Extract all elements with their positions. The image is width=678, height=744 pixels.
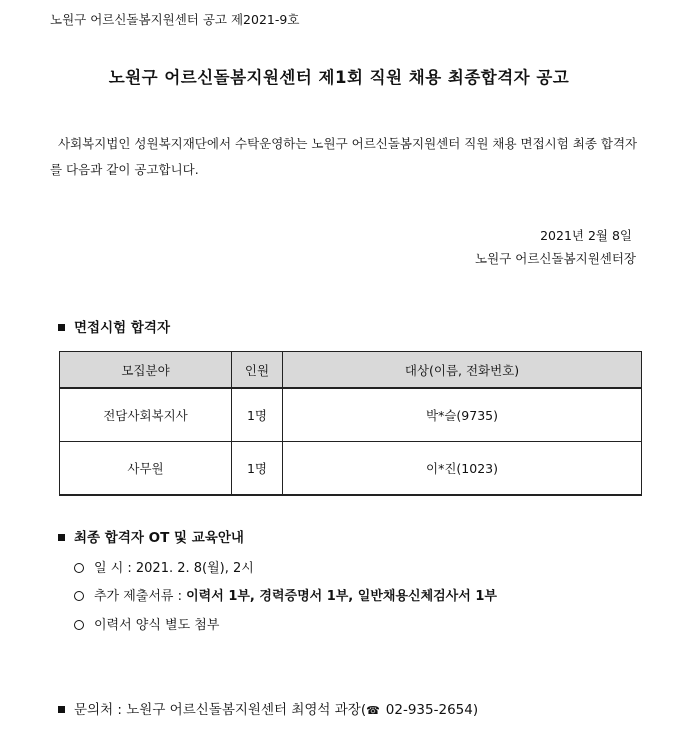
- circle-bullet-icon: [74, 620, 84, 630]
- list-item: [74, 585, 497, 604]
- square-bullet-icon: [58, 706, 65, 713]
- column-header-field: 모집분야: [60, 352, 232, 389]
- ot-schedule: 일 시 : 2021. 2. 8(월), 2시: [94, 561, 254, 576]
- square-bullet-icon: [58, 534, 65, 541]
- list-item: [74, 614, 219, 633]
- announcement-date: 2021년 2월 8일: [540, 228, 632, 243]
- section-ot-title: 최종 합격자 OT 및 교육안내: [74, 530, 244, 546]
- results-table: [59, 351, 642, 496]
- telephone-icon: ☎: [366, 704, 380, 717]
- page-title: 노원구 어르신돌봄지원센터 제1회 직원 채용 최종합격자 공고: [108, 68, 570, 87]
- ot-attachment-note: 이력서 양식 별도 첨부: [94, 618, 220, 633]
- circle-bullet-icon: [74, 591, 84, 601]
- ot-documents-label: 추가 제출서류 :: [94, 589, 187, 604]
- document-number: 노원구 어르신돌봄지원센터 공고 제2021-9호: [50, 12, 300, 27]
- table-row: [60, 442, 642, 496]
- contact-line: [58, 698, 478, 718]
- contact-label: 문의처 : 노원구 어르신돌봄지원센터 최영석 과장(: [74, 702, 367, 718]
- section-results-heading: [58, 316, 170, 336]
- cell-count: 1명: [232, 388, 283, 442]
- column-header-target: 대상(이름, 전화번호): [283, 352, 642, 389]
- list-item: [74, 557, 254, 576]
- section-ot-heading: [58, 526, 244, 546]
- cell-target: 이*진(1023): [283, 442, 642, 496]
- table-header-row: [60, 352, 642, 389]
- cell-count: 1명: [232, 442, 283, 496]
- cell-target: 박*슬(9735): [283, 388, 642, 442]
- ot-documents-list: 이력서 1부, 경력증명서 1부, 일반채용신체검사서 1부: [186, 589, 497, 604]
- cell-field: 전담사회복지사: [60, 388, 232, 442]
- intro-paragraph: 사회복지법인 성원복지재단에서 수탁운영하는 노원구 어르신돌봄지원센터 직원 채용 면접시험 최종 합격자를 다음과 같이 공고합니다.: [50, 136, 638, 177]
- circle-bullet-icon: [74, 563, 84, 573]
- square-bullet-icon: [58, 324, 65, 331]
- table-row: [60, 388, 642, 442]
- contact-phone: 02-935-2654: [385, 702, 473, 718]
- section-results-title: 면접시험 합격자: [74, 320, 170, 336]
- issuer-name: 노원구 어르신돌봄지원센터장: [475, 251, 636, 266]
- column-header-count: 인원: [232, 352, 283, 389]
- cell-field: 사무원: [60, 442, 232, 496]
- contact-close: ): [472, 702, 479, 718]
